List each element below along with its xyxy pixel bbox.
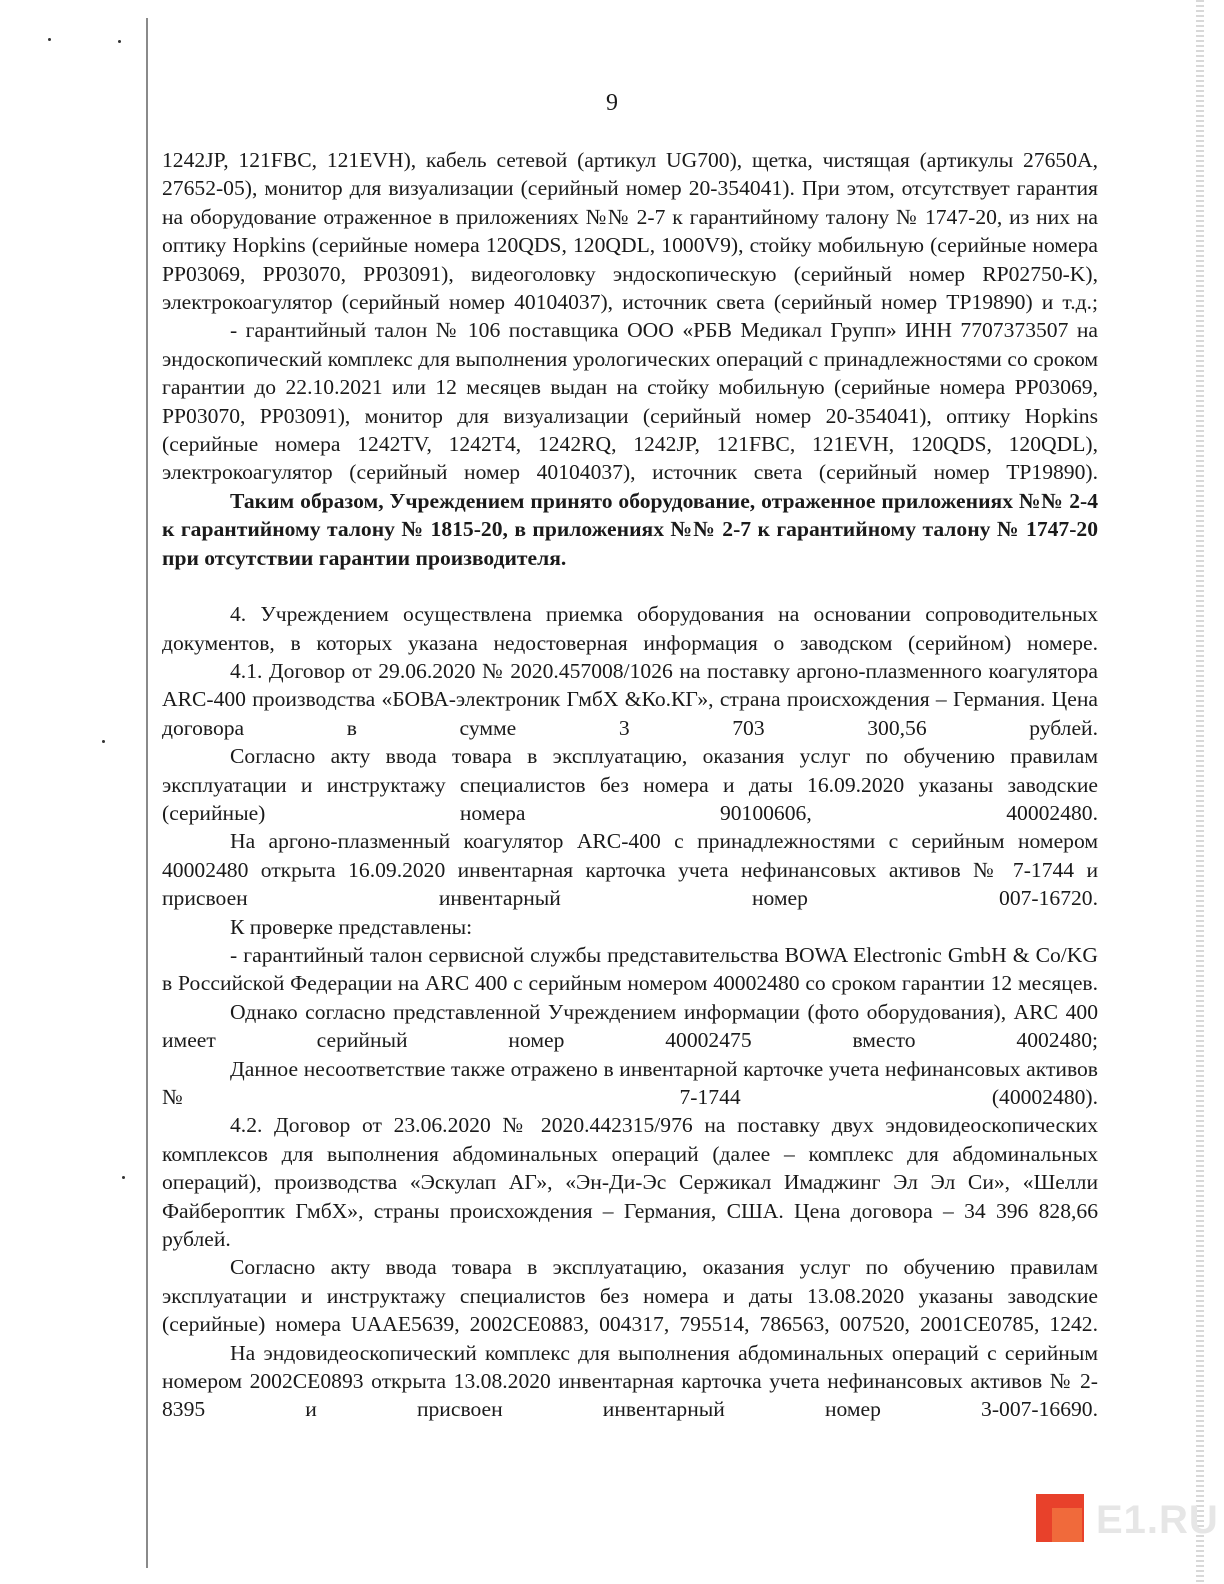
paragraph-section-4: 4. Учреждением осуществлена приемка оборудования на основании сопроводительных документов, в которых указана недостоверная информация о заводском (серийном) номере. (162, 602, 1098, 655)
scan-speck (48, 38, 51, 41)
paragraph-inventory-card-complex: На эндовидеоскопический комплекс для выполнения абдоминальных операций с серийным номером 2002CE0893 открыта 13.08.2020 инвентарная карточка учета нефинансовых активов № 2-8395 и присвоен инвентарный номер 3-007-16690. (162, 1340, 1098, 1422)
scan-left-margin-line (146, 18, 148, 1568)
paragraph-commissioning-act-complex: Согласно акту ввода товара в эксплуатацию, оказания услуг по обучению правилам эксплуатации и инструктажу специалистов без номера и даты 13.08.2020 указаны заводские (серийные) номера UAAE5639, 2002CE0883, 004317, 795514, 786563, 007520, 2001CE0785, 1242. (162, 1255, 1098, 1337)
document-body (162, 146, 1098, 1424)
page-number: 9 (606, 90, 618, 116)
paragraph-inventory-mismatch: Данное несоответствие также отражено в инвентарной карточке учета нефинансовых активов № 7-1744 (40002480). (162, 1056, 1098, 1109)
scan-speck (122, 1176, 125, 1179)
paragraph-bowa-warranty: - гарантийный талон сервисной службы представительства BOWA Electronic GmbH & Co/KG в Российской Федерации на ARC 400 с серийным номером 40002480 со сроком гарантии 12 месяцев. (162, 942, 1098, 996)
paragraph-section-4-1: 4.1. Договор от 29.06.2020 № 2020.457008/1026 на поставку аргоно-плазменного коагулятора ARC-400 производства «БОВА-электроник ГмбХ &Ко.КГ», страна происхождения – Германия. Цена договора в сумме 3 703 300,56 рублей. (162, 658, 1098, 740)
paragraph-submitted-for-review: К проверке представлены: (230, 914, 473, 939)
scan-speck (118, 40, 121, 43)
watermark-block-light (1052, 1508, 1082, 1542)
paragraph-inventory-card-arc: На аргоно-плазменный коагулятор ARC-400 с принадлежностями с серийным номером 40002480 открыта 16.09.2020 инвентарная карточка учета нефинансовых активов № 7-1744 и присвоен инвентарный номер 007-16720. (162, 829, 1098, 911)
paragraph-equipment-without-warranty: 1242JP, 121FBC, 121EVH), кабель сетевой (артикул UG700), щетка, чистящая (артикулы 27650A, 27652-05), монитор для визуализации (серийный номер 20-354041). При этом, отсутствует гарантия на оборудование отраженное в приложениях №№ 2-7 к гарантийному талону № 1747-20, из них на оптику Hopkins (серийные номера 120QDS, 120QDL, 1000V9), стойку мобильную (серийные номера PP03069, PP03070, PP03091), видеоголовку эндоскопическую (серийный номер RP02750-K), электрокоагулятор (серийный номер 40104037), источник света (серийный номер TP19890) и т.д.; (162, 148, 1098, 315)
paragraph-section-4-2: 4.2. Договор от 23.06.2020 № 2020.442315/976 на поставку двух эндовидеоскопических комплексов для выполнения абдоминальных операций (далее – комплекс для абдоминальных операций), производства «Эскулап АГ», «Эн-Ди-Эс Сержикал Имаджинг Эл Эл Си», «Шелли Файбероптик ГмбХ», страны происхождения – Германия, США. Цена договора – 34 396 828,66 рублей. (162, 1113, 1098, 1252)
scan-right-edge (1196, 0, 1204, 1584)
scan-speck (102, 740, 105, 743)
paragraph-warranty-coupon-106: - гарантийный талон № 106 поставщика ООО «РБВ Медикал Групп» ИНН 7707373507 на эндоскопический комплекс для выполнения урологических операций с принадлежностями со сроком гарантии до 22.10.2021 или 12 месяцев выдан на стойку мобильную (серийные номера PP03069, PP03070, PP03091), монитор для визуализации (серийный номер 20-354041), оптику Hopkins (серийные номера 1242TV, 1242T4, 1242RQ, 1242JP, 121FBC, 121EVH, 120QDS, 120QDL), электрокоагулятор (серийный номер 40104037), источник света (серийный номер TP19890). (162, 318, 1098, 485)
e1-watermark-logo (1036, 1494, 1219, 1552)
watermark-text: E1.RU (1096, 1498, 1219, 1542)
paragraph-serial-mismatch: Однако согласно представленной Учреждением информации (фото оборудования), ARC 400 имеет серийный номер 40002475 вместо 4002480; (162, 999, 1098, 1053)
paragraph-commissioning-act-arc: Согласно акту ввода товара в эксплуатацию, оказания услуг по обучению правилам эксплуатации и инструктажу специалистов без номера и даты 16.09.2020 указаны заводские (серийные) номера 90100606, 40002480. (162, 744, 1098, 825)
paragraph-conclusion: Таким образом, Учреждением принято оборудование, отраженное приложениях №№ 2-4 к гарантийному талону № 1815-20, в приложениях №№ 2-7 к гарантийному талону № 1747-20 при отсутствии гарантии производителя. (162, 488, 1098, 570)
